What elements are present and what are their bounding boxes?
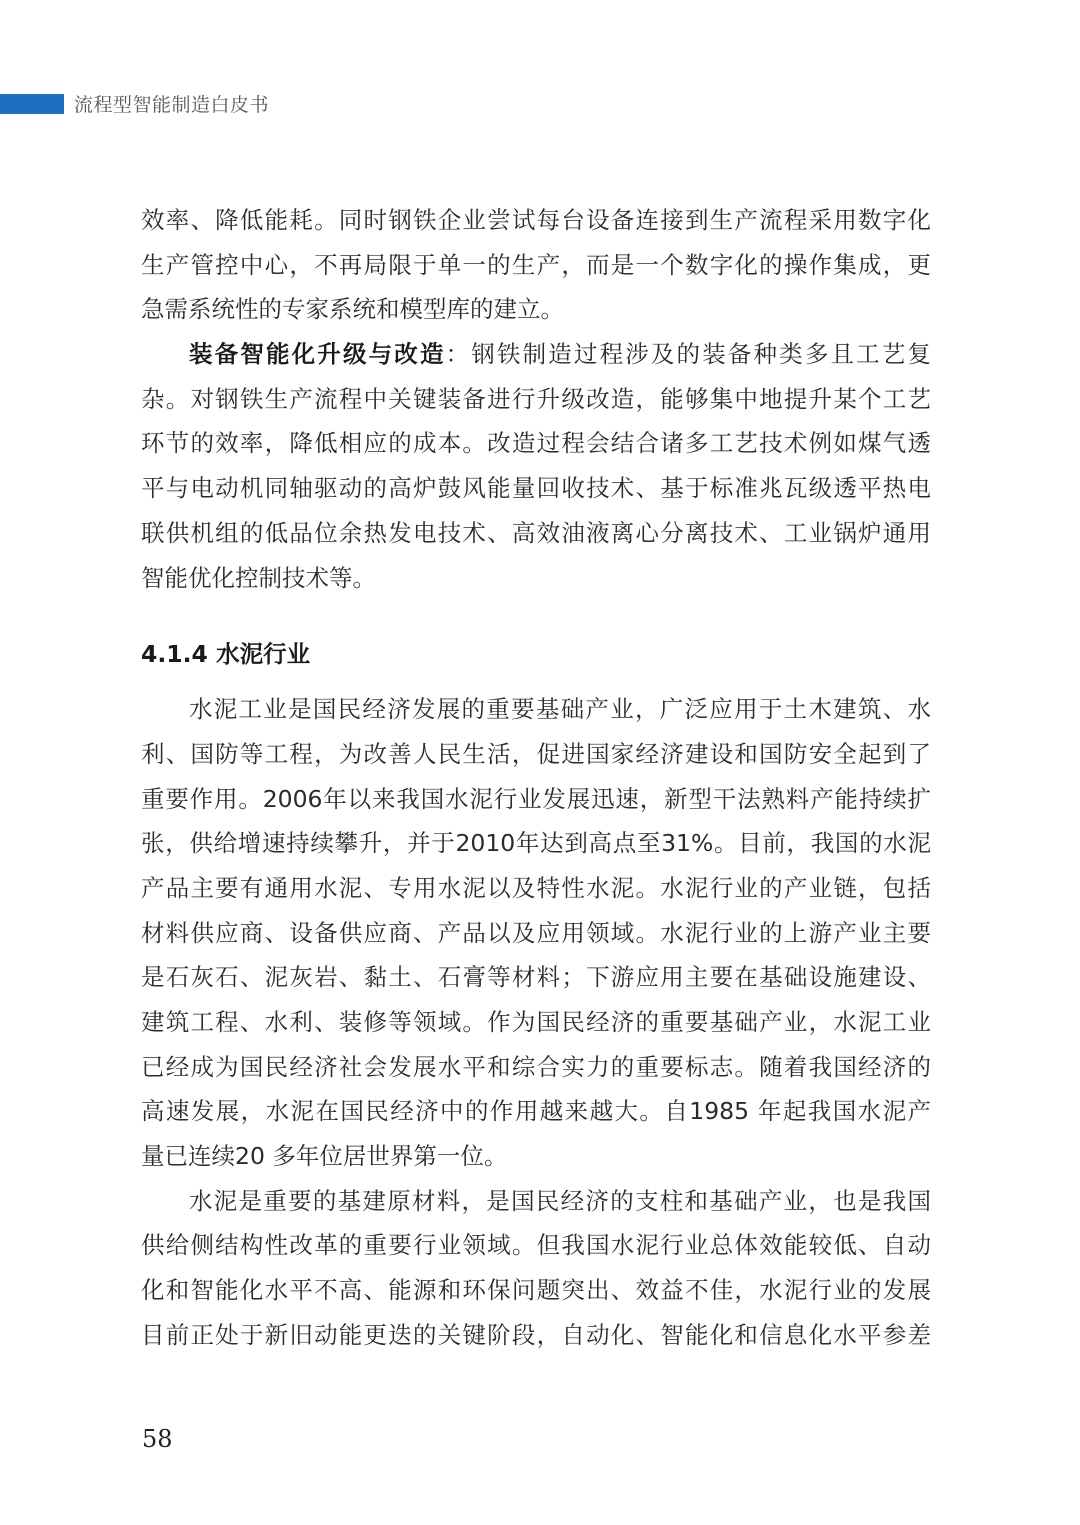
text-line: 平与电动机同轴驱动的高炉鼓风能量回收技术、基于标准兆瓦级透平热电 [141, 474, 931, 503]
text-line: 联供机组的低品位余热发电技术、高效油液离心分离技术、工业锅炉通用 [141, 518, 931, 547]
paragraph-2 [141, 332, 931, 600]
paragraph-3 [141, 687, 931, 1179]
text-line: 建筑工程、水利、装修等领域。作为国民经济的重要基础产业，水泥工业 [141, 1008, 931, 1036]
text-line: 利、国防等工程，为改善人民生活，促进国家经济建设和国防安全起到了 [141, 739, 931, 768]
text-line: 已经成为国民经济社会发展水平和综合实力的重要标志。随着我国经济的 [141, 1052, 931, 1081]
text-line: 智能优化控制技术等。 [141, 563, 376, 592]
text-line: 高速发展，水泥在国民经济中的作用越来越大。自1985 年起我国水泥产 [141, 1097, 931, 1126]
text-line: 目前正处于新旧动能更迭的关键阶段，自动化、智能化和信息化水平参差 [141, 1320, 931, 1349]
text-line: 产品主要有通用水泥、专用水泥以及特性水泥。水泥行业的产业链，包括 [141, 873, 931, 902]
text-line: 材料供应商、设备供应商、产品以及应用领域。水泥行业的上游产业主要 [141, 918, 931, 947]
text-line: 效率、降低能耗。同时钢铁企业尝试每台设备连接到生产流程采用数字化 [141, 206, 931, 234]
text-line: 量已连续20 多年位居世界第一位。 [141, 1142, 508, 1171]
text-line: 急需系统性的专家系统和模型库的建立。 [141, 295, 564, 324]
paragraph-1 [141, 198, 931, 332]
text-line [141, 332, 931, 377]
text-line: 杂。对钢铁生产流程中关键装备进行升级改造，能够集中地提升某个工艺 [141, 384, 931, 413]
running-header-title: 流程型智能制造白皮书 [74, 94, 270, 116]
text-line: 环节的效率，降低相应的成本。改造过程会结合诸多工艺技术例如煤气透 [141, 429, 931, 458]
text-line: 生产管控中心，不再局限于单一的生产，而是一个数字化的操作集成，更 [141, 250, 931, 279]
text-line: 水泥工业是国民经济发展的重要基础产业，广泛应用于土木建筑、水 [189, 695, 931, 724]
text-line: 化和智能化水平不高、能源和环保问题突出、效益不佳，水泥行业的发展 [141, 1276, 931, 1305]
text-line: 供给侧结构性改革的重要行业领域。但我国水泥行业总体效能较低、自动 [141, 1231, 931, 1260]
text-line: 重要作用。2006年以来我国水泥行业发展迅速，新型干法熟料产能持续扩 [141, 784, 931, 813]
text-line: 水泥是重要的基建原材料，是国民经济的支柱和基础产业，也是我国 [189, 1186, 931, 1215]
page-number: 58 [142, 1425, 173, 1453]
page-body [141, 198, 931, 1358]
paragraph-4 [141, 1179, 931, 1358]
section-spacer [141, 600, 931, 632]
text-line: 是石灰石、泥灰岩、黏土、石膏等材料；下游应用主要在基础设施建设、 [141, 963, 931, 992]
paragraph-lead-term: 装备智能化升级与改造 [189, 340, 446, 369]
text-line: 张，供给增速持续攀升，并于2010年达到高点至31%。目前，我国的水泥 [141, 829, 931, 858]
header-accent-bar [0, 94, 64, 114]
paragraph-lead-text: ：钢铁制造过程涉及的装备种类多且工艺复 [445, 340, 931, 369]
section-heading: 4.1.4 水泥行业 [141, 640, 311, 669]
